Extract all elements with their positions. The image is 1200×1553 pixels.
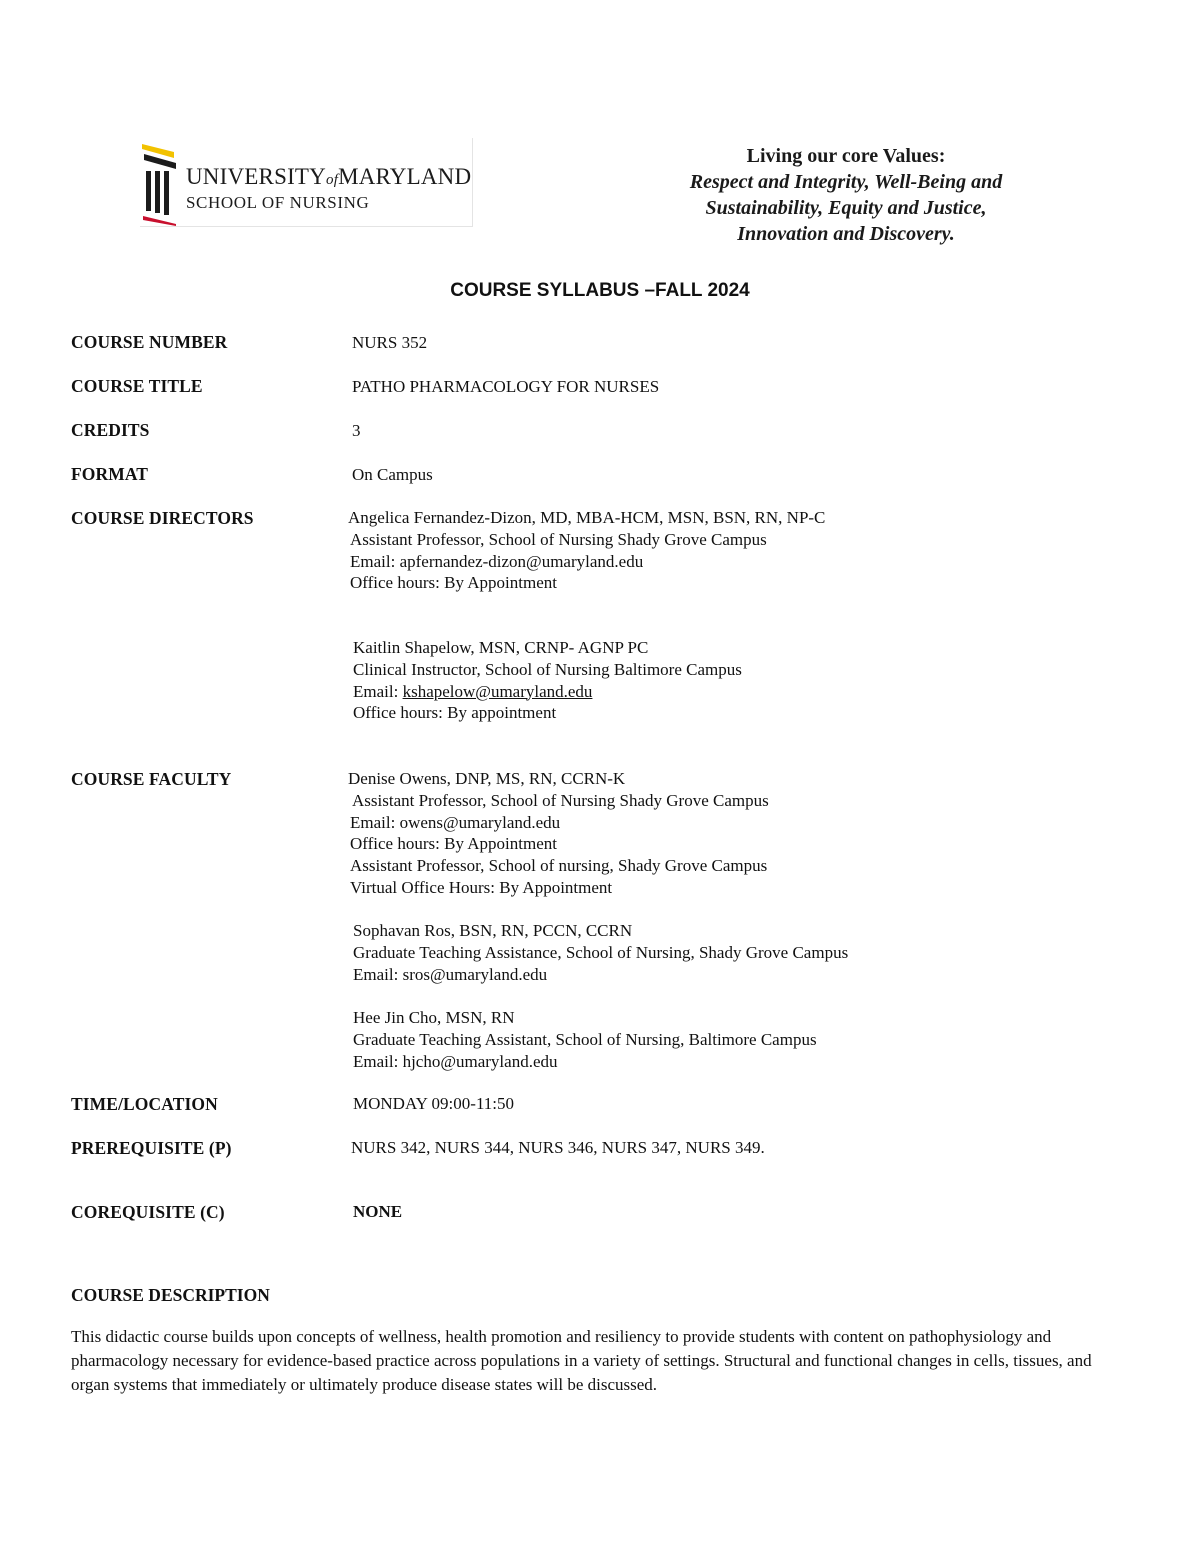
director-name: Angelica Fernandez-Dizon, MD, MBA-HCM, MSN, BSN, RN, NP-C xyxy=(348,508,826,527)
corequisite-value: NONE xyxy=(353,1202,403,1221)
course-faculty-label: COURSE FACULTY xyxy=(71,769,232,789)
format-value: On Campus xyxy=(352,465,433,484)
faculty-email: Email: owens@umaryland.edu xyxy=(350,812,561,832)
director-entry xyxy=(348,507,825,594)
director-hours: Office hours: By appointment xyxy=(353,703,557,723)
director-title: Clinical Instructor, School of Nursing Baltimore Campus xyxy=(353,659,742,679)
faculty-title: Assistant Professor, School of Nursing Shady Grove Campus xyxy=(352,790,769,810)
core-values-line: Respect and Integrity, Well-Being and xyxy=(689,171,1003,193)
format-label: FORMAT xyxy=(71,464,149,484)
syllabus-title: COURSE SYLLABUS –FALL 2024 xyxy=(450,280,750,301)
course-number-label: COURSE NUMBER xyxy=(71,332,228,352)
time-location-value: MONDAY 09:00-11:50 xyxy=(353,1094,515,1113)
logo-school-text: SCHOOL OF NURSING xyxy=(186,193,370,212)
faculty-title: Assistant Professor, School of nursing, Shady Grove Campus xyxy=(350,856,768,876)
director-email-link[interactable]: kshapelow@umaryland.edu xyxy=(402,681,593,701)
course-directors-label: COURSE DIRECTORS xyxy=(71,508,254,528)
core-values-title: Living our core Values: xyxy=(746,145,946,167)
faculty-hours: Office hours: By Appointment xyxy=(350,834,557,854)
director-entry xyxy=(353,637,742,724)
credits-label: CREDITS xyxy=(71,420,150,440)
director-hours: Office hours: By Appointment xyxy=(350,573,557,593)
prerequisite-label: PREREQUISITE (P) xyxy=(71,1138,232,1158)
building-logo-icon xyxy=(140,138,184,226)
faculty-name: Denise Owens, DNP, MS, RN, CCRN-K xyxy=(348,769,626,788)
course-description-heading: COURSE DESCRIPTION xyxy=(71,1285,270,1305)
faculty-name: Hee Jin Cho, MSN, RN xyxy=(353,1008,515,1027)
faculty-name: Sophavan Ros, BSN, RN, PCCN, CCRN xyxy=(353,921,633,940)
faculty-title: Graduate Teaching Assistance, School of Nursing, Shady Grove Campus xyxy=(353,942,849,962)
course-title-value: PATHO PHARMACOLOGY FOR NURSES xyxy=(352,377,660,396)
faculty-email: Email: hjcho@umaryland.edu xyxy=(353,1051,558,1071)
course-description-text: This didactic course builds upon concepts of wellness, health promotion and resiliency to provide students with content on pathophysiology and pharmacology necessary for evidence-based practice across populations in a variety of settings. Structural and functional changes in cells, tissues, and organ systems that immediately or ultimately produce disease states will be discussed. xyxy=(71,1327,1092,1394)
credits-value: 3 xyxy=(352,421,361,440)
core-values-line: Innovation and Discovery. xyxy=(737,223,955,245)
faculty-entry xyxy=(348,768,769,899)
director-email: Email: apfernandez-dizon@umaryland.edu xyxy=(350,551,644,571)
course-number-value: NURS 352 xyxy=(352,333,428,352)
corequisite-label: COREQUISITE (C) xyxy=(71,1202,225,1222)
faculty-title: Graduate Teaching Assistant, School of Nursing, Baltimore Campus xyxy=(353,1029,817,1049)
faculty-entry xyxy=(353,1007,817,1072)
core-values-line: Sustainability, Equity and Justice, xyxy=(705,197,987,219)
core-values xyxy=(640,143,1052,247)
time-location-label: TIME/LOCATION xyxy=(71,1094,218,1114)
director-name: Kaitlin Shapelow, MSN, CRNP- AGNP PC xyxy=(353,638,649,657)
director-title: Assistant Professor, School of Nursing Shady Grove Campus xyxy=(350,529,767,549)
university-logo xyxy=(140,138,473,227)
logo-university-text: UNIVERSITYofMARYLAND xyxy=(186,164,472,189)
prerequisite-value: NURS 342, NURS 344, NURS 346, NURS 347, NURS 349. xyxy=(351,1138,765,1157)
faculty-email: Email: sros@umaryland.edu xyxy=(353,964,548,984)
course-title-label: COURSE TITLE xyxy=(71,376,203,396)
faculty-entry xyxy=(353,920,848,985)
director-email: Email: kshapelow@umaryland.edu xyxy=(353,681,593,701)
faculty-hours: Virtual Office Hours: By Appointment xyxy=(350,877,613,897)
